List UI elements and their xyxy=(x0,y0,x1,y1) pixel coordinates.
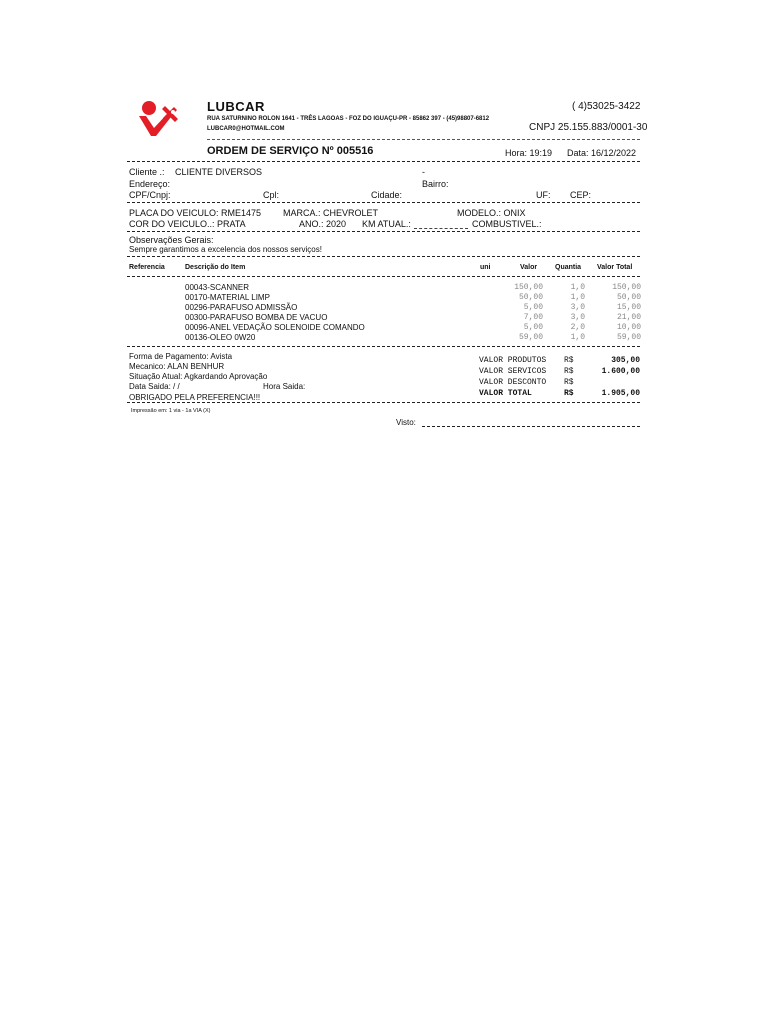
print-info: Impressão em: 1 via - 1a VIA (X) xyxy=(131,408,211,414)
km-underline xyxy=(414,228,468,229)
mechanic: Mecanico: ALAN BENHUR xyxy=(129,362,225,371)
client-dash: - xyxy=(422,167,425,177)
item-description: 00096-ANEL VEDAÇÃO SOLENOIDE COMANDO xyxy=(185,323,365,332)
total-services-value: 1.600,00 xyxy=(601,367,640,376)
visto-label: Visto: xyxy=(396,418,416,427)
table-row xyxy=(127,323,641,333)
client-label: Cliente .: xyxy=(129,167,165,177)
table-row xyxy=(127,313,641,323)
status: Situação Atual: Agkardando Aprovação xyxy=(129,372,268,381)
vehicle-year: ANO.: 2020 xyxy=(299,219,347,229)
vehicle-separator xyxy=(127,231,640,232)
thanks-message: OBRIGADO PELA PREFERENCIA!!! xyxy=(129,393,261,402)
table-row xyxy=(127,293,641,303)
items-separator xyxy=(127,346,640,347)
total-products-label: VALOR PRODUTOS xyxy=(479,356,547,365)
vehicle-km: KM ATUAL.: xyxy=(362,219,411,229)
item-price: 5,00 xyxy=(523,323,543,332)
item-quantity: 3,0 xyxy=(570,313,585,322)
footer-separator xyxy=(127,402,640,403)
item-total: 10,00 xyxy=(616,323,641,332)
item-price: 150,00 xyxy=(514,283,543,292)
item-quantity: 1,0 xyxy=(570,333,585,342)
district-label: Bairro: xyxy=(422,179,449,189)
total-discount-label: VALOR DESCONTO xyxy=(479,378,547,387)
company-name: LUBCAR xyxy=(207,99,265,114)
item-total: 150,00 xyxy=(612,283,641,292)
company-address: RUA SATURNINO ROLON 1641 - TRÊS LAGOAS - FOZ DO IGUAÇU-PR - 85862 397 - (45)98807-6812 xyxy=(207,116,490,122)
table-header-separator xyxy=(127,276,640,277)
item-price: 59,00 xyxy=(518,333,543,342)
col-quantia: Quantia xyxy=(555,264,582,271)
mechanic-wrench-logo-icon xyxy=(137,100,181,138)
item-total: 59,00 xyxy=(616,333,641,342)
item-price: 7,00 xyxy=(523,313,543,322)
client-separator xyxy=(127,202,640,203)
item-quantity: 1,0 xyxy=(570,283,585,292)
header-separator xyxy=(207,139,640,140)
title-separator xyxy=(127,161,640,162)
cpl-label: Cpl: xyxy=(263,190,280,200)
item-total: 15,00 xyxy=(616,303,641,312)
vehicle-color: COR DO VEICULO..: PRATA xyxy=(129,219,246,229)
payment-method: Forma de Pagamento: Avista xyxy=(129,352,233,361)
total-services-label: VALOR SERVICOS xyxy=(479,367,547,376)
item-total: 50,00 xyxy=(616,293,641,302)
signature-line xyxy=(422,426,640,427)
item-quantity: 2,0 xyxy=(570,323,585,332)
vehicle-model: MODELO.: ONIX xyxy=(457,208,526,218)
client-name: CLIENTE DIVERSOS xyxy=(175,167,263,177)
observations-label: Observações Gerais: xyxy=(129,235,214,245)
item-description: 00170-MATERIAL LIMP xyxy=(185,293,270,302)
company-email: LUBCAR0@HOTMAIL.COM xyxy=(207,126,285,132)
vehicle-plate: PLACA DO VEICULO: RME1475 xyxy=(129,208,262,218)
company-phone: ( 4)53025-3422 xyxy=(572,101,641,112)
total-discount-currency: R$ xyxy=(564,378,574,387)
vehicle-fuel: COMBUSTIVEL.: xyxy=(472,219,542,229)
item-description: 00296-PARAFUSO ADMISSÃO xyxy=(185,303,298,312)
items-table xyxy=(127,283,641,345)
item-description: 00300-PARAFUSO BOMBA DE VACUO xyxy=(185,313,328,322)
item-quantity: 1,0 xyxy=(570,293,585,302)
table-row xyxy=(127,333,641,343)
exit-date: Data Saida: / / xyxy=(129,382,180,391)
order-date: Data: 16/12/2022 xyxy=(567,148,637,158)
grand-total-label: VALOR TOTAL xyxy=(479,389,532,398)
item-description: 00043-SCANNER xyxy=(185,283,250,292)
total-services-currency: R$ xyxy=(564,367,574,376)
total-products-currency: R$ xyxy=(564,356,574,365)
grand-total-value: 1.905,00 xyxy=(601,389,640,398)
exit-time: Hora Saida: xyxy=(263,382,306,391)
item-description: 00136-OLEO 0W20 xyxy=(185,333,256,342)
table-row xyxy=(127,303,641,313)
col-referencia: Referencia xyxy=(129,264,165,271)
observations-text: Sempre garantimos a excelencia dos nossos serviços! xyxy=(129,245,322,254)
city-label: Cidade: xyxy=(371,190,403,200)
col-valor-total: Valor Total xyxy=(597,264,633,271)
table-row xyxy=(127,283,641,293)
item-price: 50,00 xyxy=(518,293,543,302)
observations-separator xyxy=(127,256,640,257)
item-total: 21,00 xyxy=(616,313,641,322)
col-descricao: Descrição do Item xyxy=(185,264,246,271)
cep-label: CEP: xyxy=(570,190,592,200)
cpf-label: CPF/Cnpj: xyxy=(129,190,171,200)
company-cnpj: CNPJ 25.155.883/0001-30 xyxy=(529,122,648,133)
total-products-value: 305,00 xyxy=(611,356,640,365)
col-valor: Valor xyxy=(520,264,538,271)
uf-label: UF: xyxy=(536,190,551,200)
item-price: 5,00 xyxy=(523,303,543,312)
grand-total-currency: R$ xyxy=(564,389,574,398)
item-quantity: 3,0 xyxy=(570,303,585,312)
order-title: ORDEM DE SERVIÇO Nº 005516 xyxy=(207,145,374,157)
address-label: Endereço: xyxy=(129,179,171,189)
col-uni: uni xyxy=(480,264,491,271)
order-time: Hora: 19:19 xyxy=(505,148,553,158)
vehicle-brand: MARCA.: CHEVROLET xyxy=(283,208,379,218)
